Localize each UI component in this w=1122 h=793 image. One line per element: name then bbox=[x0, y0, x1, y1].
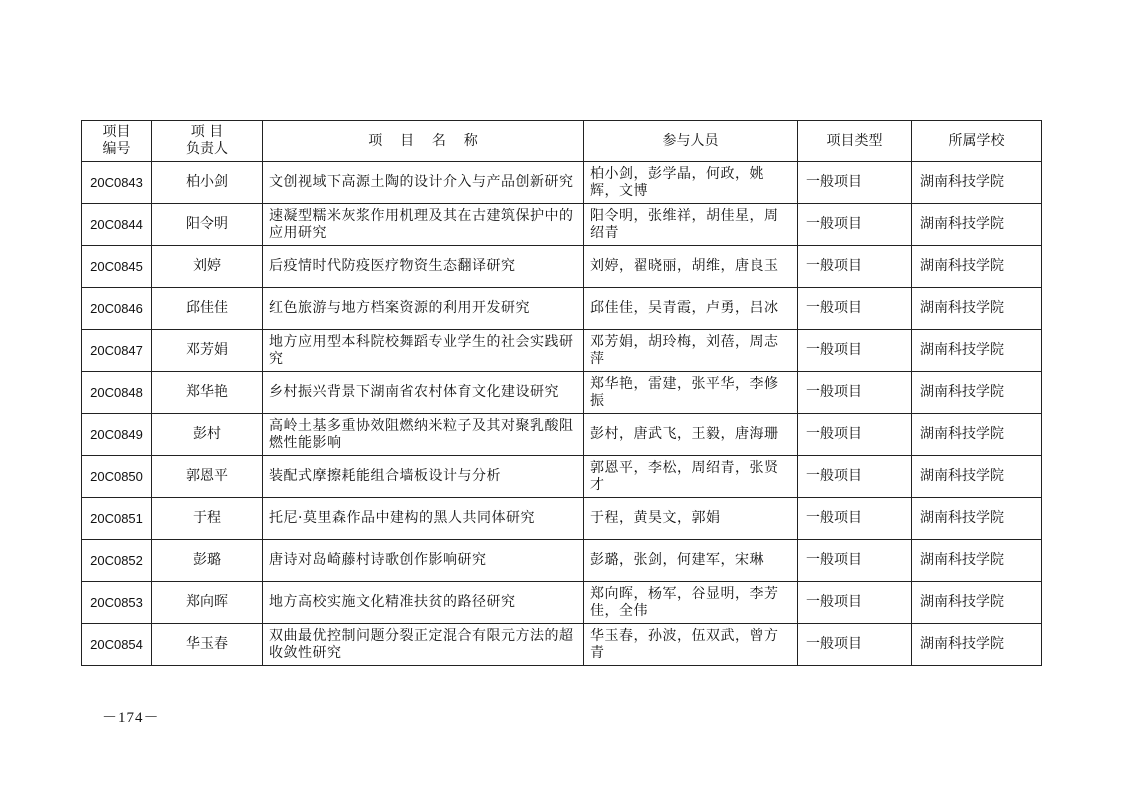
cell-type: 一般项目 bbox=[798, 372, 912, 414]
cell-id: 20C0844 bbox=[82, 204, 152, 246]
cell-type: 一般项目 bbox=[798, 246, 912, 288]
cell-leader: 刘婷 bbox=[152, 246, 263, 288]
cell-members: 于程，黄昊文，郭娟 bbox=[584, 498, 798, 540]
cell-id: 20C0851 bbox=[82, 498, 152, 540]
cell-leader: 郭恩平 bbox=[152, 456, 263, 498]
header-name: 项 目 名 称 bbox=[263, 121, 584, 162]
cell-leader: 郑华艳 bbox=[152, 372, 263, 414]
cell-school: 湖南科技学院 bbox=[912, 582, 1042, 624]
table-row bbox=[82, 204, 1042, 246]
cell-school: 湖南科技学院 bbox=[912, 372, 1042, 414]
table-row bbox=[82, 372, 1042, 414]
cell-leader: 邱佳佳 bbox=[152, 288, 263, 330]
cell-members: 柏小剑，彭学晶，何政，姚辉，文博 bbox=[584, 162, 798, 204]
cell-id: 20C0848 bbox=[82, 372, 152, 414]
cell-school: 湖南科技学院 bbox=[912, 330, 1042, 372]
cell-id: 20C0850 bbox=[82, 456, 152, 498]
table-row bbox=[82, 246, 1042, 288]
cell-type: 一般项目 bbox=[798, 414, 912, 456]
cell-members: 郑向晖，杨军，谷显明，李芳佳，全伟 bbox=[584, 582, 798, 624]
cell-school: 湖南科技学院 bbox=[912, 456, 1042, 498]
cell-leader: 邓芳娟 bbox=[152, 330, 263, 372]
cell-project-name: 乡村振兴背景下湖南省农村体育文化建设研究 bbox=[263, 372, 584, 414]
table-row bbox=[82, 288, 1042, 330]
projects-table bbox=[81, 120, 1042, 666]
cell-members: 彭村，唐武飞，王毅，唐海珊 bbox=[584, 414, 798, 456]
cell-type: 一般项目 bbox=[798, 330, 912, 372]
cell-members: 阳令明，张维祥，胡佳星，周绍青 bbox=[584, 204, 798, 246]
cell-leader: 彭村 bbox=[152, 414, 263, 456]
cell-project-name: 高岭土基多重协效阻燃纳米粒子及其对聚乳酸阻燃性能影响 bbox=[263, 414, 584, 456]
cell-type: 一般项目 bbox=[798, 624, 912, 666]
cell-school: 湖南科技学院 bbox=[912, 498, 1042, 540]
cell-school: 湖南科技学院 bbox=[912, 246, 1042, 288]
cell-school: 湖南科技学院 bbox=[912, 162, 1042, 204]
table-header-row bbox=[82, 121, 1042, 162]
cell-leader: 于程 bbox=[152, 498, 263, 540]
cell-members: 彭璐，张剑，何建军，宋琳 bbox=[584, 540, 798, 582]
cell-type: 一般项目 bbox=[798, 540, 912, 582]
table-row bbox=[82, 624, 1042, 666]
cell-school: 湖南科技学院 bbox=[912, 414, 1042, 456]
table-row bbox=[82, 540, 1042, 582]
table-row bbox=[82, 162, 1042, 204]
cell-id: 20C0843 bbox=[82, 162, 152, 204]
cell-id: 20C0847 bbox=[82, 330, 152, 372]
cell-project-name: 地方高校实施文化精准扶贫的路径研究 bbox=[263, 582, 584, 624]
cell-id: 20C0849 bbox=[82, 414, 152, 456]
cell-school: 湖南科技学院 bbox=[912, 540, 1042, 582]
table-row bbox=[82, 582, 1042, 624]
cell-type: 一般项目 bbox=[798, 498, 912, 540]
header-school: 所属学校 bbox=[912, 121, 1042, 162]
cell-type: 一般项目 bbox=[798, 456, 912, 498]
cell-type: 一般项目 bbox=[798, 162, 912, 204]
cell-project-name: 双曲最优控制问题分裂正定混合有限元方法的超收敛性研究 bbox=[263, 624, 584, 666]
cell-leader: 郑向晖 bbox=[152, 582, 263, 624]
cell-id: 20C0852 bbox=[82, 540, 152, 582]
cell-school: 湖南科技学院 bbox=[912, 288, 1042, 330]
cell-project-name: 后疫情时代防疫医疗物资生态翻译研究 bbox=[263, 246, 584, 288]
header-type: 项目类型 bbox=[798, 121, 912, 162]
table-row bbox=[82, 498, 1042, 540]
cell-members: 刘婷，翟晓丽，胡维，唐良玉 bbox=[584, 246, 798, 288]
cell-leader: 柏小剑 bbox=[152, 162, 263, 204]
cell-id: 20C0845 bbox=[82, 246, 152, 288]
cell-project-name: 装配式摩擦耗能组合墙板设计与分析 bbox=[263, 456, 584, 498]
header-id: 项目 编号 bbox=[82, 121, 152, 162]
cell-project-name: 文创视域下高源土陶的设计介入与产品创新研究 bbox=[263, 162, 584, 204]
cell-members: 郑华艳，雷建，张平华，李修振 bbox=[584, 372, 798, 414]
cell-type: 一般项目 bbox=[798, 204, 912, 246]
table-row bbox=[82, 456, 1042, 498]
cell-project-name: 唐诗对岛崎藤村诗歌创作影响研究 bbox=[263, 540, 584, 582]
cell-project-name: 地方应用型本科院校舞蹈专业学生的社会实践研究 bbox=[263, 330, 584, 372]
cell-members: 邱佳佳，吴青霞，卢勇，吕冰 bbox=[584, 288, 798, 330]
cell-project-name: 红色旅游与地方档案资源的利用开发研究 bbox=[263, 288, 584, 330]
cell-school: 湖南科技学院 bbox=[912, 204, 1042, 246]
table-row bbox=[82, 414, 1042, 456]
header-members: 参与人员 bbox=[584, 121, 798, 162]
cell-members: 华玉春，孙波，伍双武，曾方青 bbox=[584, 624, 798, 666]
header-leader: 项 目 负责人 bbox=[152, 121, 263, 162]
cell-project-name: 速凝型糯米灰浆作用机理及其在古建筑保护中的应用研究 bbox=[263, 204, 584, 246]
cell-leader: 彭璐 bbox=[152, 540, 263, 582]
cell-id: 20C0846 bbox=[82, 288, 152, 330]
cell-type: 一般项目 bbox=[798, 582, 912, 624]
cell-id: 20C0853 bbox=[82, 582, 152, 624]
cell-members: 郭恩平，李松，周绍青，张贤才 bbox=[584, 456, 798, 498]
cell-school: 湖南科技学院 bbox=[912, 624, 1042, 666]
cell-project-name: 托尼·莫里森作品中建构的黑人共同体研究 bbox=[263, 498, 584, 540]
cell-leader: 华玉春 bbox=[152, 624, 263, 666]
cell-leader: 阳令明 bbox=[152, 204, 263, 246]
page-number: －174－ bbox=[102, 710, 160, 726]
cell-members: 邓芳娟，胡玲梅，刘蓓，周志萍 bbox=[584, 330, 798, 372]
table-row bbox=[82, 330, 1042, 372]
cell-id: 20C0854 bbox=[82, 624, 152, 666]
cell-type: 一般项目 bbox=[798, 288, 912, 330]
